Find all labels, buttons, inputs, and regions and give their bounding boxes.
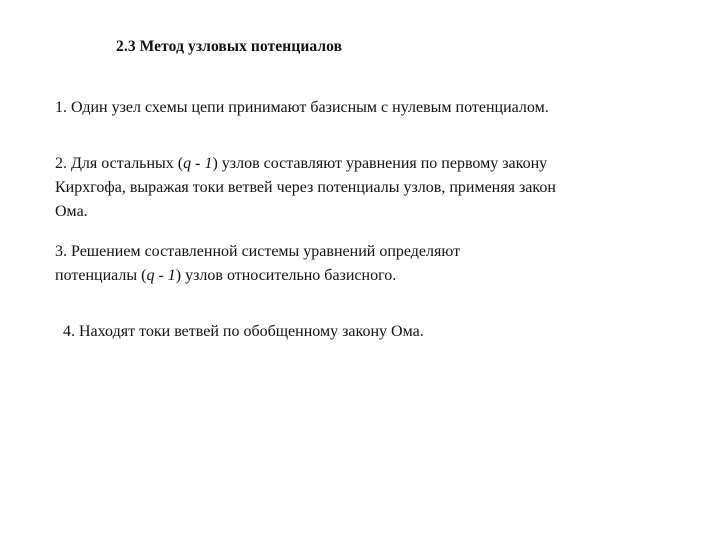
variable-q-minus-1: q - 1 <box>183 155 213 172</box>
list-item-2-line-2: Кирхгофа, выражая токи ветвей через потенциалы узлов, применяя закон <box>55 179 556 196</box>
list-item-2-line-3: Ома. <box>55 203 88 220</box>
list-item-4-line-1: 4. Находят токи ветвей по обобщенному закону Ома. <box>63 323 424 340</box>
variable-q-minus-1: q - 1 <box>146 267 176 284</box>
list-item-3 <box>55 240 575 288</box>
list-item-1-line-1: 1. Один узел схемы цепи принимают базисным с нулевым потенциалом. <box>55 99 549 116</box>
list-item-2 <box>55 152 655 224</box>
list-item-1 <box>55 96 655 120</box>
list-item-2-line-1: 2. Для остальных (q - 1) узлов составляют уравнения по первому закону <box>55 155 548 172</box>
list-item-3-line-1: 3. Решением составленной системы уравнений определяют <box>55 243 461 260</box>
list-item-3-line-2: потенциалы (q - 1) узлов относительно базисного. <box>55 267 397 284</box>
list-item-4 <box>63 320 663 344</box>
slide-title: 2.3 Метод узловых потенциалов <box>116 38 343 55</box>
